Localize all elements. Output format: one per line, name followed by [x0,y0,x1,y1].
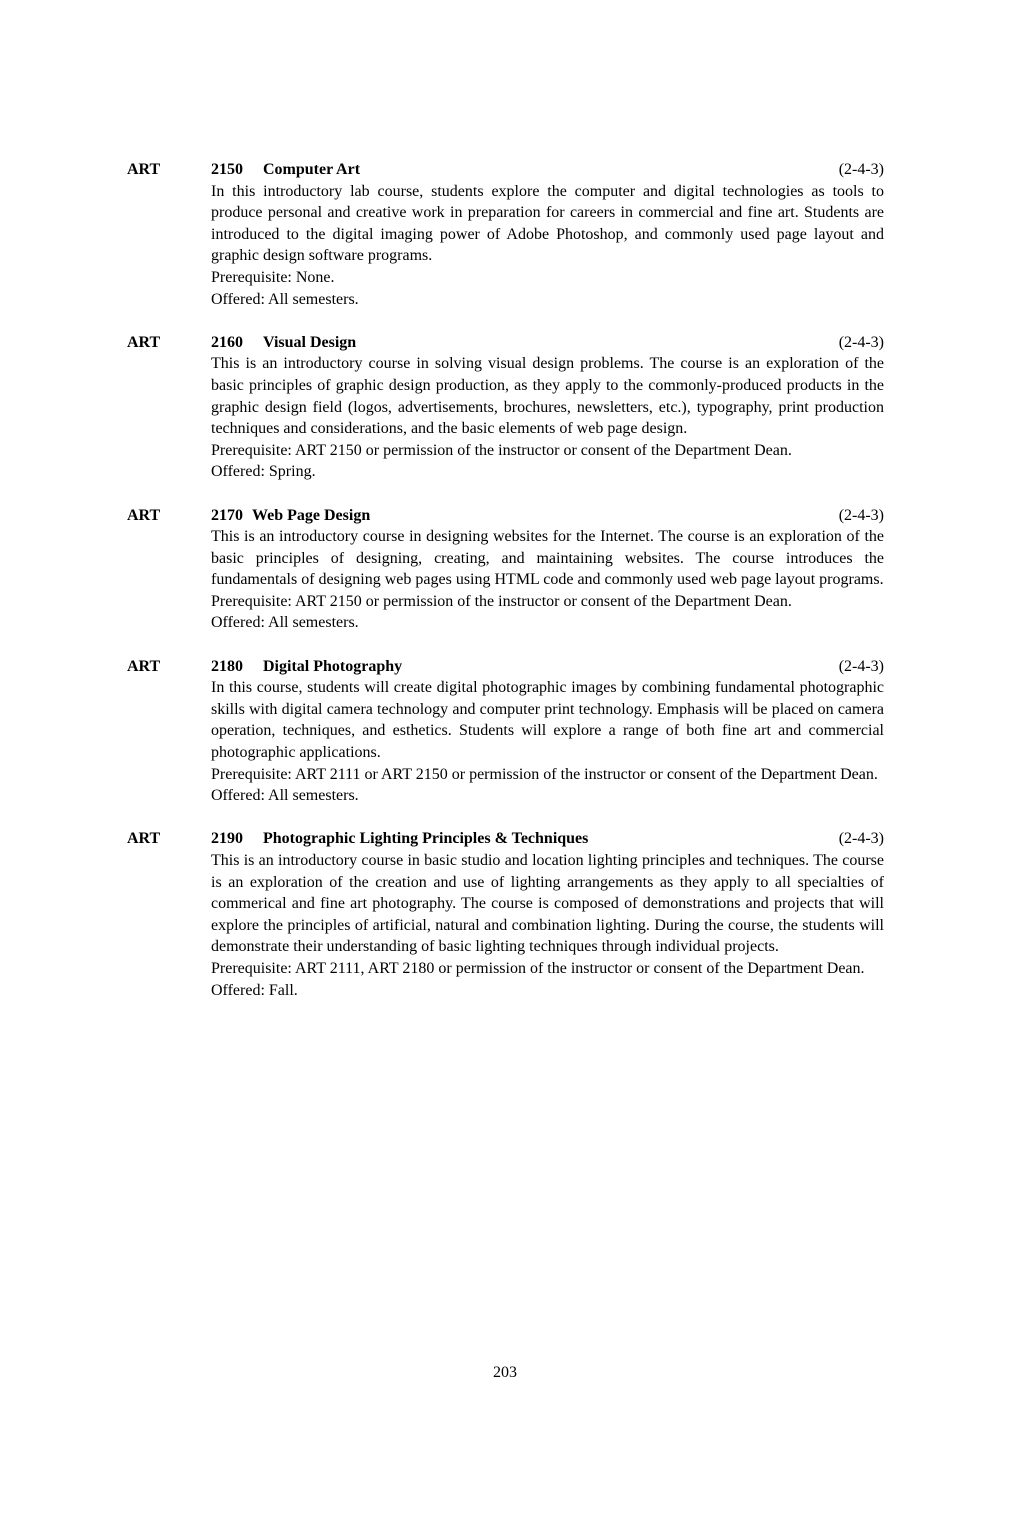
course-entry [127,505,884,635]
course-description: In this introductory lab course, students explore the computer and digital technologies as tools to produce personal and creative work in preparation for careers in commercial and fine art. Students are introduced to the digital imaging power of Adobe Photoshop, and commonly used page layout and graphic design software programs. [211,182,884,265]
course-department: ART [127,161,161,178]
course-prerequisite: Prerequisite: ART 2150 or permission of the instructor or consent of the Department Dean. [211,592,792,610]
course-number: 2160 [211,333,243,351]
course-credits: (2-4-3) [838,506,884,524]
course-body [211,353,884,483]
course-prerequisite: Prerequisite: ART 2150 or permission of the instructor or consent of the Department Dean. [211,441,792,459]
page-number: 203 [493,1364,517,1381]
course-heading [127,505,884,527]
course-description: In this course, students will create digital photographic images by combining fundamental photographic skills with digital camera technology and computer print technology. Emphasis will be placed on camera operation, techniques, and esthetics. Students will explore a range of both fine art and commercial photographic applications. [211,679,884,762]
course-department: ART [127,657,161,675]
course-title: Computer Art [263,161,361,178]
course-body [211,850,884,1001]
course-body [211,181,884,311]
course-description: This is an introductory course in solving visual design problems. The course is an exploration of the basic principles of graphic design production, as they apply to the commonly-produced products in the graphic design field (logos, advertisements, brochures, newsletters, etc.), typography, print production techniques and considerations, and the basic elements of web page design. [211,355,884,438]
course-title: Digital Photography [263,657,403,675]
course-offered: Offered: All semesters. [211,787,359,805]
course-heading [127,828,884,850]
course-offered: Offered: All semesters. [211,290,359,308]
course-body [211,526,884,634]
course-offered: Offered: All semesters. [211,614,359,632]
course-heading [127,656,884,678]
course-prerequisite: Prerequisite: ART 2111 or ART 2150 or permission of the instructor or consent of the Department Dean. [211,765,878,783]
course-title: Photographic Lighting Principles & Techniques [263,830,589,848]
course-entry [127,332,884,483]
course-entry [127,656,884,807]
course-department: ART [127,830,161,848]
course-list [127,159,884,1023]
course-credits: (2-4-3) [838,161,884,178]
course-title: Web Page Design [252,506,371,524]
course-prerequisite: Prerequisite: ART 2111, ART 2180 or permission of the instructor or consent of the Department Dean. [211,959,865,977]
course-body [211,677,884,807]
course-entry [127,828,884,1001]
course-description: This is an introductory course in designing websites for the Internet. The course is an exploration of the basic principles of designing, creating, and maintaining websites. The course introduces the fundamentals of designing web pages using HTML code and commonly used web page layout programs. [211,528,884,589]
course-number: 2170 [211,506,243,524]
course-number: 2150 [211,161,243,178]
course-department: ART [127,506,161,524]
course-entry [127,159,884,310]
course-heading [127,159,884,181]
course-heading [127,332,884,354]
course-credits: (2-4-3) [838,830,884,848]
course-prerequisite: Prerequisite: None. [211,268,335,286]
course-number: 2190 [211,830,243,848]
course-credits: (2-4-3) [838,657,884,675]
course-number: 2180 [211,657,243,675]
course-description: This is an introductory course in basic studio and location lighting principles and techniques. The course is an exploration of the creation and use of lighting arrangements as they apply to all specialties of commerical and fine art photography. The course is composed of demonstrations and projects that will explore the principles of artificial, natural and combination lighting. During the course, the students will demonstrate their understanding of basic lighting techniques through individual projects. [211,852,884,956]
course-title: Visual Design [263,333,357,351]
course-department: ART [127,333,161,351]
course-offered: Offered: Fall. [211,981,298,999]
course-offered: Offered: Spring. [211,463,316,481]
course-credits: (2-4-3) [838,333,884,351]
